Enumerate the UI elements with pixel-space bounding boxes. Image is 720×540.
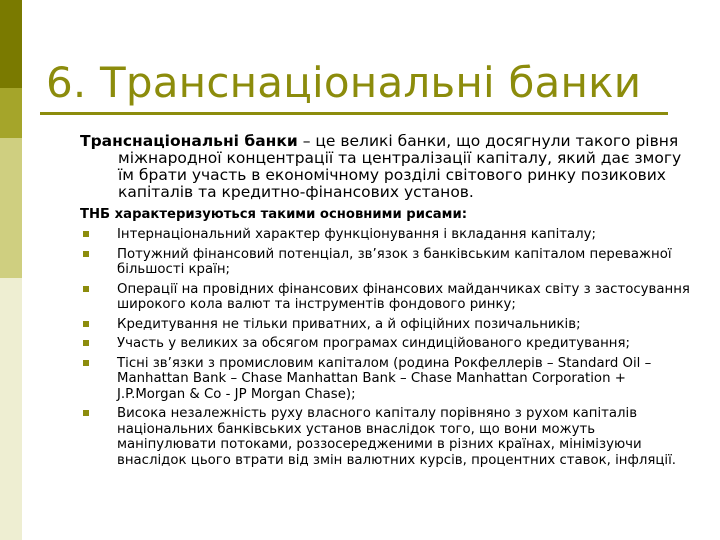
- list-item: [80, 406, 690, 468]
- sidebar-band-medium: [0, 88, 22, 138]
- square-bullet-icon: [83, 231, 89, 237]
- list-item-text: Кредитування не тільки приватних, а й офіційних позичальників;: [117, 316, 581, 332]
- list-item: [80, 282, 690, 313]
- list-item: [80, 317, 690, 333]
- definition-text: – це великі банки, що досягнули такого рівня міжнародної концентрації та централізації капіталу, який дає змогу їм брати участь в економічному розділі світового ринку позикових капіталів та кредитно-фінансових установ.: [118, 132, 682, 201]
- square-bullet-icon: [83, 360, 89, 366]
- list-item-text: Інтернаціональний характер функціонування і вкладання капіталу;: [117, 227, 597, 242]
- square-bullet-icon: [83, 286, 89, 292]
- slide-title: 6. Транснаціональні банки: [46, 58, 642, 107]
- title-underline: [40, 112, 668, 115]
- list-item-text: Операції на провідних фінансових фінансових майданчиках світу з застосування широкого кола валют та інструментів фондового ринку;: [117, 281, 690, 312]
- square-bullet-icon: [83, 321, 89, 327]
- list-item: [80, 356, 690, 403]
- list-item-text: Участь у великих за обсягом програмах синдиційованого кредитування;: [117, 336, 630, 351]
- sidebar-band-light: [0, 138, 22, 278]
- list-item-text: Тісні зв’язки з промисловим капіталом (родина Рокфеллерів – Standard Oil – Manhattan Bank – Chase Manhattan Bank – Chase Manhattan Corporation + J.P.Morgan & Co - JP Morgan Chase);: [117, 355, 652, 402]
- square-bullet-icon: [83, 340, 89, 346]
- features-heading: ТНБ характеризуються такими основними рисами:: [80, 207, 467, 222]
- sidebar-band-dark: [0, 0, 22, 88]
- list-item-text: Потужний фінансовий потенціал, зв’язок з банківським капіталом переважної більшості країн;: [117, 246, 672, 277]
- list-item: [80, 247, 690, 278]
- list-item-text: Висока незалежність руху власного капіталу порівняно з рухом капіталів національних банківських установ внаслідок того, що вони можуть маніпулювати потоками, роззосередженими в різних країнах, мінімізуючи внаслідок цього втрати від змін валютних курсів, процентних ставок, інфляції.: [117, 406, 677, 468]
- list-item: [80, 227, 690, 243]
- definition-term: Транснаціональні банки: [80, 132, 298, 150]
- sidebar-decoration: [0, 0, 22, 540]
- definition-paragraph: [80, 133, 690, 201]
- list-item: [80, 336, 690, 352]
- square-bullet-icon: [83, 251, 89, 257]
- slide-content: [80, 133, 690, 472]
- features-list: [80, 227, 690, 468]
- square-bullet-icon: [83, 410, 89, 416]
- sidebar-band-pale: [0, 278, 22, 540]
